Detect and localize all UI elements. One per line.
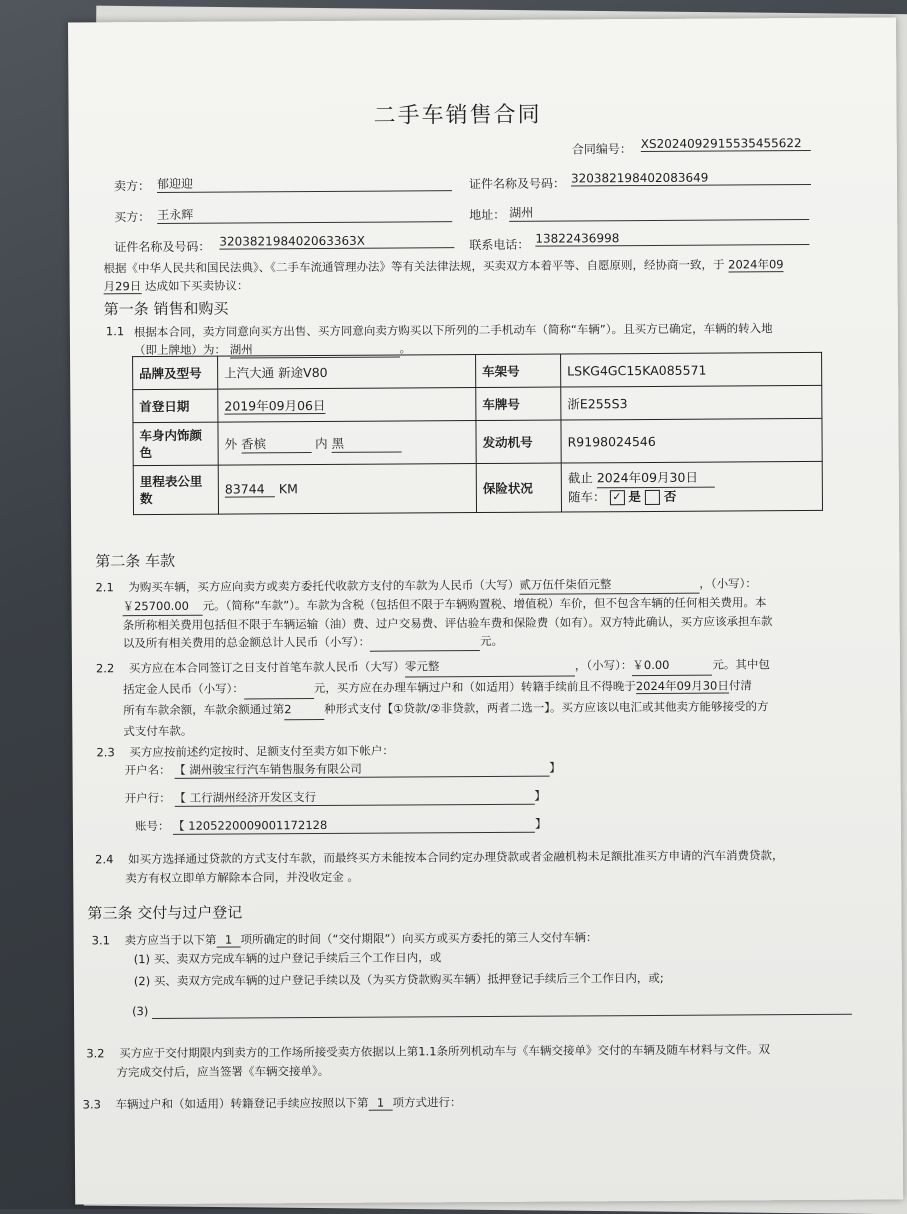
buyer-id: 320382198402063363X	[219, 233, 454, 249]
s11-end: 。	[399, 341, 412, 356]
s32-text-b: 方完成交付后，应当签署《车辆交接单》。	[116, 1063, 330, 1080]
buyer-label: 买方：	[114, 210, 151, 225]
interior-prefix: 内	[315, 435, 328, 451]
intro-line	[103, 256, 783, 276]
bracket-close: 】	[534, 788, 546, 803]
s11-no: 1.1	[105, 324, 125, 339]
s23-text: 买方应按前述约定按时、足额支付至卖方如下帐户：	[129, 743, 394, 760]
s22-text-h: 种形式支付【①贷款/②非贷款，两者二选一】。买方应该以电汇或其他卖方能够接受的方	[324, 699, 769, 716]
intro-date-b: 月29日	[103, 279, 142, 294]
s21-text-a: 为购买车辆，买方应向卖方或卖方委托代收款方支付的车款为人民币（大写）	[128, 577, 520, 595]
exterior-color: 香槟	[241, 434, 311, 453]
table-row	[133, 385, 822, 422]
yes-label: 是	[628, 488, 641, 504]
s21-text-b: ，（小写）：	[699, 576, 757, 591]
odometer-label: 里程表公里数	[133, 465, 218, 515]
s33-text-b: 项方式进行：	[392, 1095, 462, 1110]
clause-3-2	[86, 1040, 846, 1083]
s22-amount-upper: 零元整	[405, 655, 575, 677]
checkbox-checked-icon: ✓	[609, 490, 624, 505]
s22-amount-lower: ￥0.00	[632, 655, 712, 676]
engine-value: R9198024546	[561, 418, 822, 463]
s33-text-a: 车辆过户和（如适用）转籍登记手续应按照以下第	[115, 1095, 369, 1112]
interior-color: 黑	[332, 433, 402, 452]
reg-date-label: 首登日期	[133, 389, 218, 423]
s21-no: 2.1	[95, 580, 114, 595]
buyer-phone: 13822436998	[535, 230, 809, 247]
s31-option-3-row	[132, 1000, 852, 1019]
intro-date-a: 2024年09	[728, 257, 784, 272]
odometer-unit: KM	[278, 481, 298, 497]
bracket-open: 【	[173, 818, 185, 833]
address-label: 地址：	[469, 207, 506, 223]
intro-line-2	[104, 277, 249, 294]
brand-label: 品牌及型号	[133, 356, 218, 390]
s31-option-1: (1) 买、卖双方完成车辆的过户登记手续后三个工作日内，或	[133, 950, 442, 967]
s11-line2-text: （即上牌地）为：	[133, 342, 227, 358]
s22-text-c: 元。其中包	[712, 657, 770, 672]
color-label: 车身内饰颜色	[133, 422, 218, 466]
insurance-cell	[561, 461, 822, 512]
s11-line1: 根据本合同，卖方同意向买方出售、买方同意向卖方购买以下所列的二手机动车（简称“车辆”）。且买方已确定，车辆的转入地	[133, 321, 773, 340]
insurance-with-label: 随车：	[567, 488, 606, 504]
s21-text-c: 元。（简称“车款”）。车款为含税（包括但不限于车辆购置税、增值税）车价，但不包含车辆的任何相关费用。本	[202, 595, 767, 613]
s31-text-a: 卖方应当于以下第	[124, 932, 217, 948]
s22-no: 2.2	[95, 661, 115, 676]
buyer-address: 湖州	[509, 202, 809, 222]
checkbox-empty-icon	[645, 489, 660, 504]
exterior-prefix: 外	[224, 436, 238, 452]
s21-amount-upper: 贰万伍仟柒佰元整	[519, 575, 699, 595]
vehicle-info-table	[132, 352, 823, 515]
bracket-close: 】	[549, 760, 561, 775]
s22-deadline: 2024年09月30日	[635, 678, 729, 694]
s22-text-a: 买方应在本合同签订之日支付首笔车款人民币（大写）	[128, 659, 405, 676]
account-no-field	[173, 816, 535, 835]
s22-text-i: 式支付车款。	[123, 723, 193, 739]
s24-no: 2.4	[95, 852, 114, 867]
s11-place: 湖州	[230, 341, 400, 359]
bracket-close: 】	[535, 816, 547, 831]
engine-label: 发动机号	[476, 420, 561, 464]
buyer-id-label: 证件名称及号码：	[114, 239, 211, 255]
contract-no-label: 合同编号：	[571, 142, 632, 157]
plate-label: 车牌号	[476, 387, 561, 421]
s21-text-f: 元。	[480, 633, 504, 649]
s32-text-a: 买方应于交付期限内到卖方的工作场所接受卖方依据以上第1.1条所列机动车与《车辆交接单》交付的车辆及随车材料与文件。双	[119, 1042, 771, 1061]
vin-value: LSKG4GC15KA085571	[561, 352, 822, 387]
s31-option-3: (3)	[132, 1004, 149, 1019]
s22-text-b: ，（小写）：	[574, 658, 633, 673]
clause-2-4	[95, 846, 845, 889]
seller-id: 320382198402083649	[571, 170, 811, 186]
contract-page	[68, 17, 903, 1204]
s22-text-e: 元，买方应在办理车辆过户和（如适用）转籍手续前且不得晚于	[313, 679, 636, 696]
account-name: 湖州骏宝行汽车销售服务有限公司	[189, 761, 362, 777]
clause-3-1	[92, 929, 598, 948]
vin-label: 车架号	[476, 354, 561, 388]
account-no-row	[135, 816, 547, 836]
s21-amount-lower: ￥25700.00	[123, 597, 203, 616]
seller-id-label: 证件名称及号码：	[468, 176, 566, 192]
plate-value: 浙E255S3	[561, 385, 822, 420]
bank-field	[174, 788, 534, 807]
bank-label: 开户行：	[124, 790, 171, 806]
table-row	[133, 418, 822, 465]
buyer-name: 王永辉	[157, 204, 452, 224]
s23-no: 2.3	[96, 745, 115, 760]
account-no: 1205220009001172128	[188, 817, 328, 833]
s31-option-no: 1	[216, 932, 240, 947]
color-cell	[218, 421, 476, 466]
page-title: 二手车销售合同	[373, 102, 542, 129]
s21-text-e: 以及所有相关费用的总金额总计人民币（小写）：	[122, 634, 371, 651]
bank-name: 工行湖州经济开发区支行	[189, 790, 317, 805]
s31-no: 3.1	[91, 933, 110, 948]
brand-value: 上汽大通 新途V80	[218, 355, 476, 390]
account-name-field	[174, 760, 549, 779]
s24-text-b: 卖方有权立即单方解除本合同，并没收定金 。	[125, 869, 359, 886]
s22-text-g: 所有车款余额，车款余额通过第	[123, 702, 285, 718]
account-name-label: 开户名：	[124, 762, 171, 778]
s24-text-a: 如买方选择通过贷款的方式支付车款，而最终买方未能按本合同约定办理贷款或者金融机构未足额批准买方申请的汽车消费贷款，	[127, 848, 784, 867]
s21-text-d: 条所称相关费用包括但不限于车辆运输（油）费、过户交易费、评估验车费和保险费（如有）。双方特此确认，买方应该承担车款	[122, 614, 773, 633]
clause-2-2	[96, 654, 836, 742]
s31-option-2: (2) 买、卖双方完成车辆的过户登记手续以及（为买方贷款购买车辆）抵押登记手续后三个工作日内，或;	[133, 970, 664, 989]
bank-row	[125, 788, 546, 808]
s33-no: 3.3	[82, 1097, 101, 1112]
section-3-heading: 第三条 交付与过户登记	[87, 903, 243, 923]
section-1-heading: 第一条 销售和购买	[103, 299, 229, 319]
section-2-heading: 第二条 车款	[95, 551, 176, 571]
seller-label: 卖方：	[113, 179, 151, 194]
odometer-cell	[218, 464, 476, 515]
s22-method-no: 2	[284, 699, 324, 720]
odometer-value: 83744	[225, 481, 275, 497]
insurance-label: 保险状况	[476, 463, 561, 513]
clause-3-3	[83, 1094, 462, 1112]
intro-text-2: 达成如下买卖协议：	[144, 278, 249, 294]
table-row	[133, 461, 822, 514]
account-name-row	[125, 760, 561, 780]
insurance-until-date: 2024年09月30日	[597, 468, 715, 488]
s22-text-f: 付清	[728, 678, 752, 693]
clause-2-3	[96, 743, 394, 761]
bracket-open: 【	[174, 762, 186, 777]
insurance-until-label: 截止	[567, 469, 593, 485]
account-no-label: 账号：	[134, 818, 170, 834]
contract-no: XS2024092915535455622	[641, 136, 811, 152]
table-row	[133, 352, 822, 389]
s22-text-d: 括定金人民币（小写）：	[123, 681, 244, 697]
clause-2-1	[95, 574, 835, 654]
s31-text-b: 项所确定的时间（“交付期限”）向买方或买方委托的第三人交付车辆：	[240, 930, 598, 947]
seller-name: 郁迎迎	[157, 173, 452, 193]
intro-text: 根据《中华人民共和国民法典》、《二手车流通管理办法》等有关法律法规，买卖双方本着平等、自愿原则，经协商一致，于	[103, 257, 725, 276]
no-label: 否	[663, 488, 677, 504]
phone-label: 联系电话：	[469, 237, 530, 253]
reg-date-cell	[218, 388, 476, 423]
bracket-open: 【	[174, 790, 186, 805]
s32-no: 3.2	[86, 1046, 105, 1061]
s33-option-no: 1	[368, 1096, 392, 1111]
reg-date-value: 2019年09月06日	[224, 397, 326, 414]
